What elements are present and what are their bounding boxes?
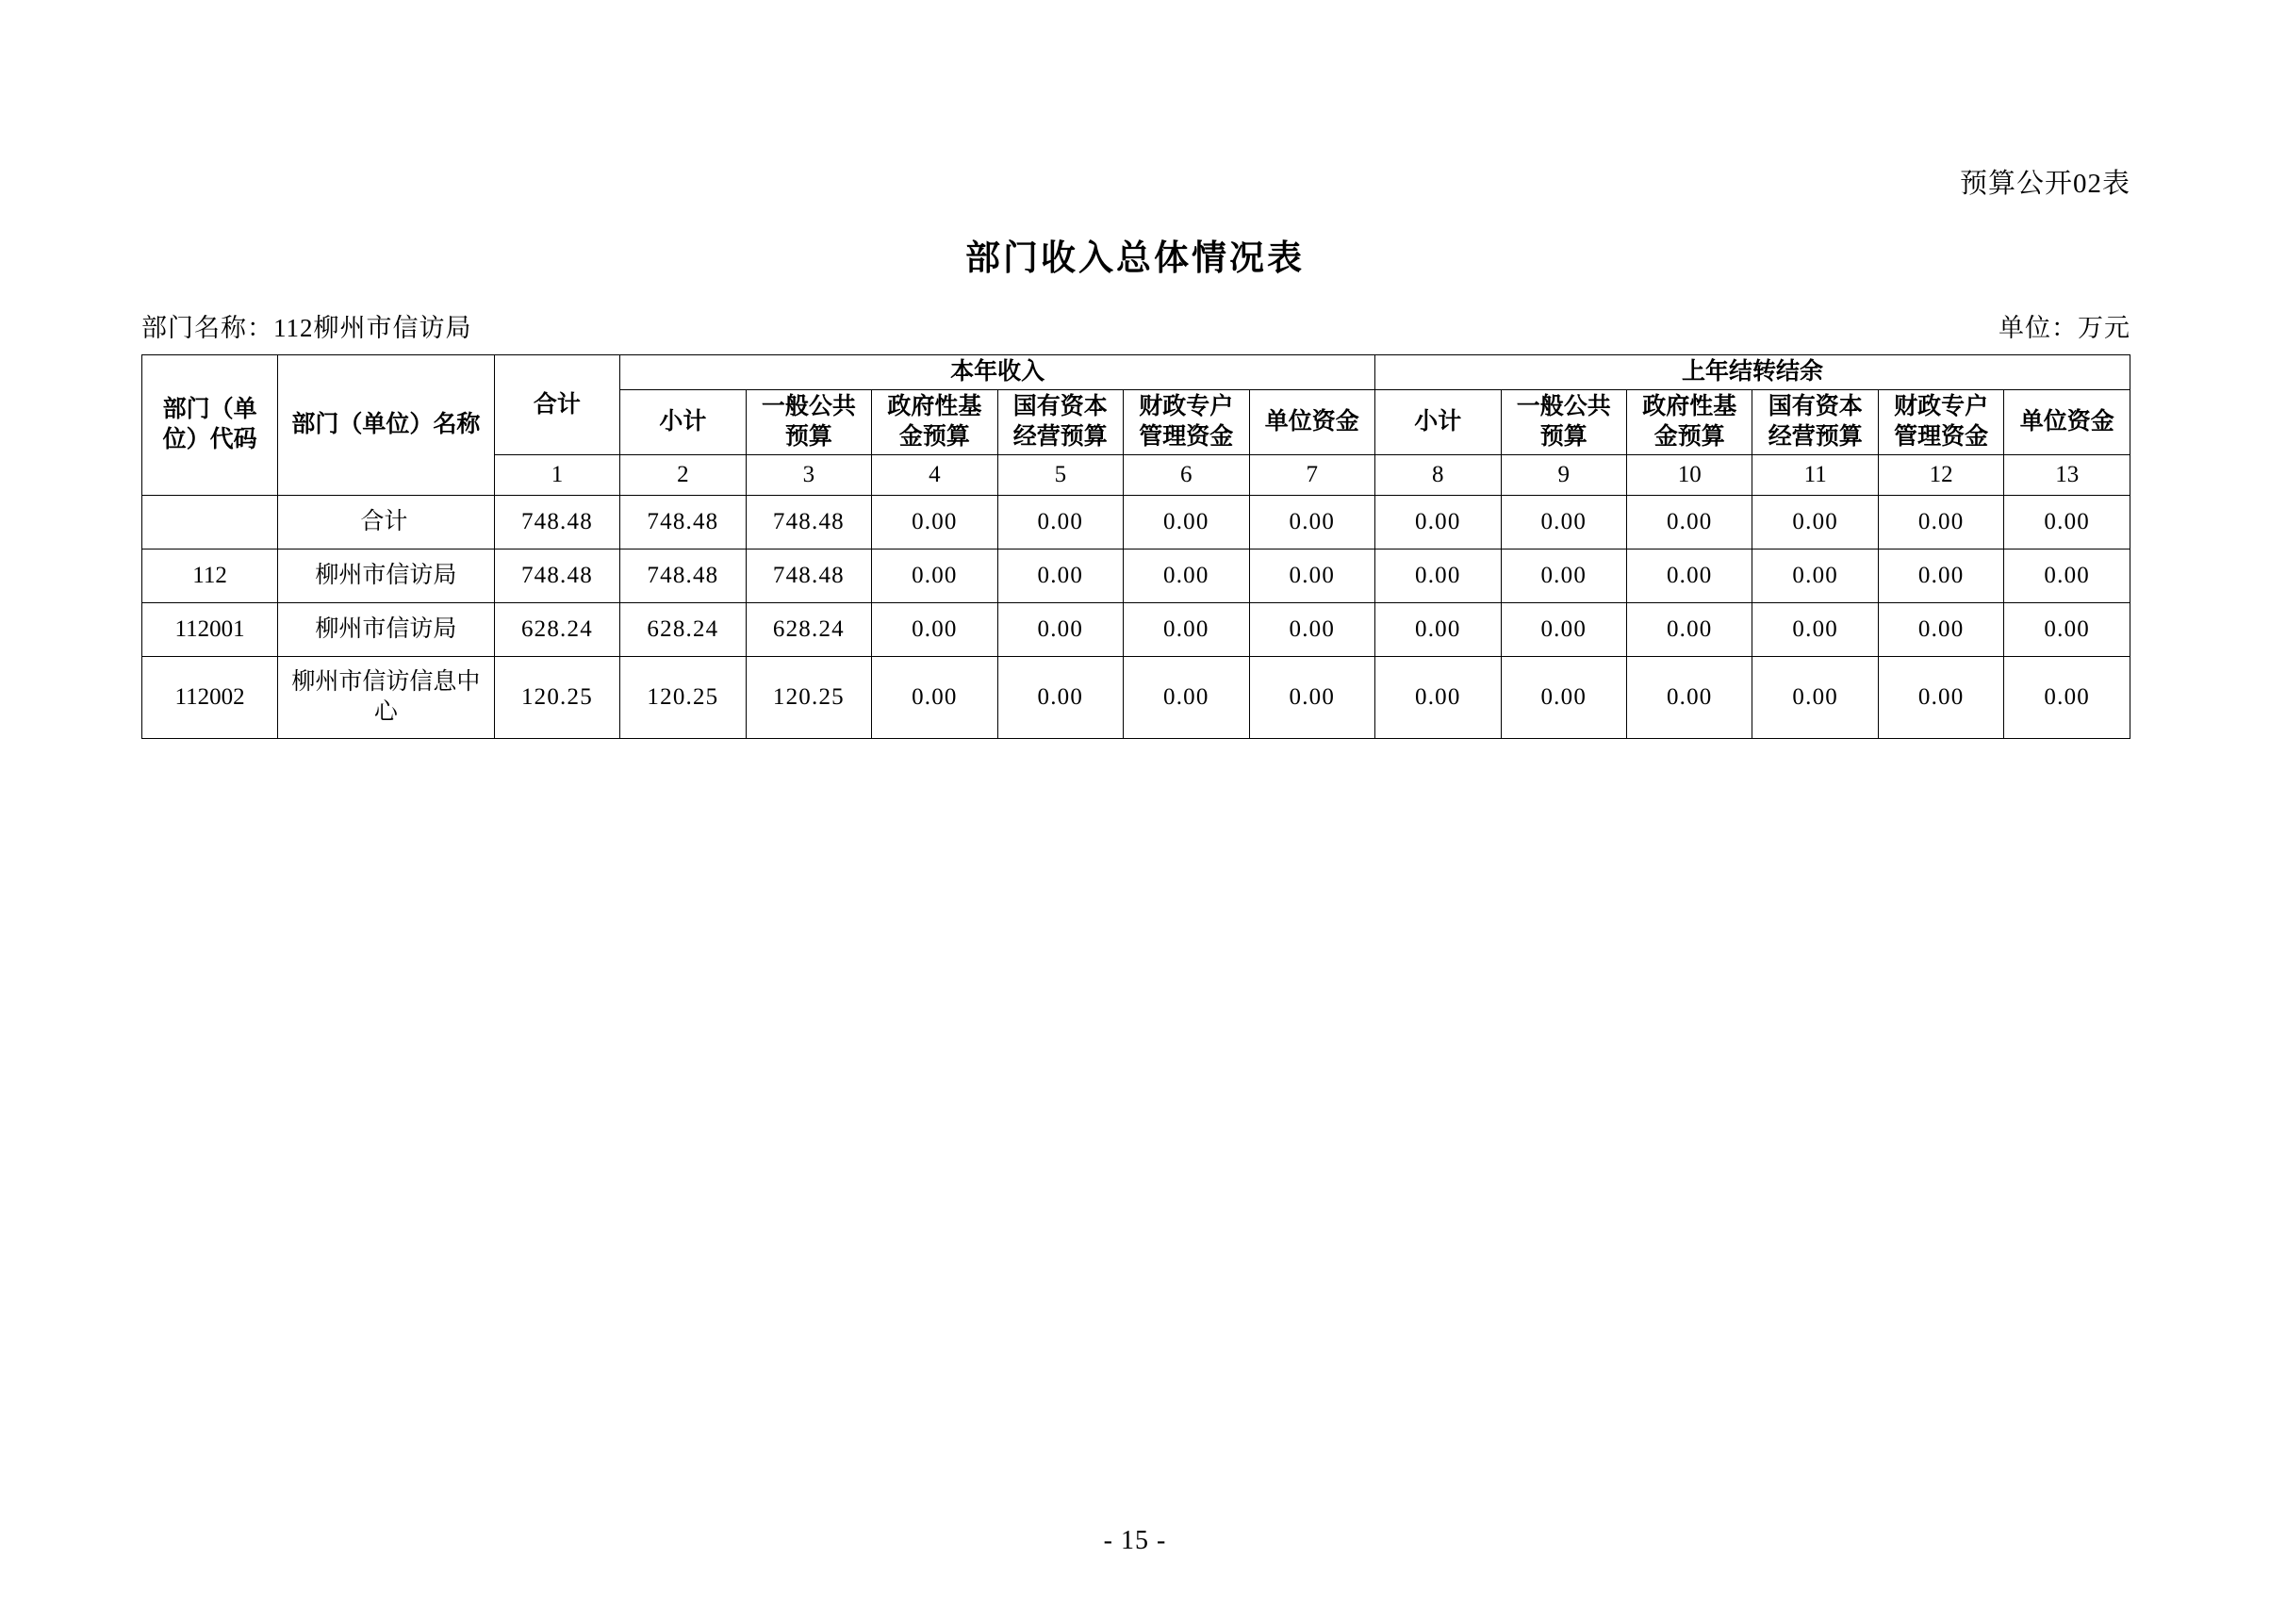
cell-co-state-capital: 0.00 (1752, 603, 1878, 657)
col-header-total: 合计 (494, 355, 619, 455)
cell-cy-general-public: 628.24 (746, 603, 871, 657)
index-9: 9 (1501, 455, 1626, 496)
meta-row (141, 307, 2130, 341)
col-header-co-gov-fund: 政府性基金预算 (1627, 390, 1752, 455)
index-10: 10 (1627, 455, 1752, 496)
cell-cy-fiscal-special: 0.00 (1124, 657, 1249, 739)
cell-cy-unit-funds: 0.00 (1249, 603, 1375, 657)
cell-total: 120.25 (494, 657, 619, 739)
cell-total: 748.48 (494, 550, 619, 603)
cell-cy-state-capital: 0.00 (997, 550, 1123, 603)
col-header-cy-state-capital: 国有资本经营预算 (997, 390, 1123, 455)
col-header-dept-code: 部门（单位）代码 (142, 355, 278, 496)
cell-co-fiscal-special: 0.00 (1878, 657, 2003, 739)
cell-co-general-public: 0.00 (1501, 657, 1626, 739)
index-8: 8 (1375, 455, 1501, 496)
cell-total: 748.48 (494, 496, 619, 550)
cell-co-fiscal-special: 0.00 (1878, 550, 2003, 603)
budget-income-table (141, 354, 2130, 739)
cell-co-state-capital: 0.00 (1752, 496, 1878, 550)
col-header-cy-general-public: 一般公共预算 (746, 390, 871, 455)
page-number: - 15 - (1103, 1526, 1167, 1555)
cell-dept-name: 柳州市信访局 (278, 603, 495, 657)
cell-dept-name: 柳州市信访局 (278, 550, 495, 603)
table-row (142, 657, 2130, 739)
cell-co-state-capital: 0.00 (1752, 657, 1878, 739)
department-label (141, 307, 472, 344)
table-row (142, 496, 2130, 550)
cell-cy-subtotal: 120.25 (620, 657, 746, 739)
index-6: 6 (1124, 455, 1249, 496)
index-3: 3 (746, 455, 871, 496)
index-5: 5 (997, 455, 1123, 496)
cell-dept-name: 合计 (278, 496, 495, 550)
cell-dept-code: 112002 (142, 657, 278, 739)
cell-cy-unit-funds: 0.00 (1249, 496, 1375, 550)
cell-cy-gov-fund: 0.00 (872, 603, 997, 657)
cell-co-general-public: 0.00 (1501, 496, 1626, 550)
index-7: 7 (1249, 455, 1375, 496)
cell-co-subtotal: 0.00 (1375, 496, 1501, 550)
form-tag: 预算公开02表 (1959, 169, 2130, 199)
index-12: 12 (1878, 455, 2003, 496)
cell-co-fiscal-special: 0.00 (1878, 603, 2003, 657)
cell-co-gov-fund: 0.00 (1627, 496, 1752, 550)
cell-co-unit-funds: 0.00 (2004, 603, 2130, 657)
cell-co-unit-funds: 0.00 (2004, 550, 2130, 603)
col-header-co-fiscal-special: 财政专户管理资金 (1878, 390, 2003, 455)
cell-cy-general-public: 748.48 (746, 550, 871, 603)
unit-label: 单位：万元 (1999, 314, 2130, 342)
cell-cy-unit-funds: 0.00 (1249, 550, 1375, 603)
cell-co-subtotal: 0.00 (1375, 657, 1501, 739)
cell-cy-gov-fund: 0.00 (872, 550, 997, 603)
cell-cy-subtotal: 748.48 (620, 496, 746, 550)
index-13: 13 (2004, 455, 2130, 496)
col-header-co-state-capital: 国有资本经营预算 (1752, 390, 1878, 455)
cell-cy-general-public: 748.48 (746, 496, 871, 550)
cell-cy-state-capital: 0.00 (997, 496, 1123, 550)
col-header-cy-fiscal-special: 财政专户管理资金 (1124, 390, 1249, 455)
cell-co-fiscal-special: 0.00 (1878, 496, 2003, 550)
cell-co-gov-fund: 0.00 (1627, 603, 1752, 657)
cell-cy-fiscal-special: 0.00 (1124, 603, 1249, 657)
cell-cy-gov-fund: 0.00 (872, 496, 997, 550)
cell-cy-fiscal-special: 0.00 (1124, 496, 1249, 550)
col-header-cy-gov-fund: 政府性基金预算 (872, 390, 997, 455)
cell-cy-fiscal-special: 0.00 (1124, 550, 1249, 603)
cell-co-general-public: 0.00 (1501, 603, 1626, 657)
col-header-cy-subtotal: 小计 (620, 390, 746, 455)
index-11: 11 (1752, 455, 1878, 496)
group-header-carryover: 上年结转结余 (1375, 355, 2130, 390)
cell-cy-subtotal: 628.24 (620, 603, 746, 657)
cell-cy-gov-fund: 0.00 (872, 657, 997, 739)
cell-dept-code: 112001 (142, 603, 278, 657)
cell-dept-name: 柳州市信访信息中心 (278, 657, 495, 739)
cell-cy-general-public: 120.25 (746, 657, 871, 739)
page-title: 部门收入总体情况表 (965, 239, 1305, 278)
cell-co-gov-fund: 0.00 (1627, 657, 1752, 739)
table-row (142, 603, 2130, 657)
cell-co-unit-funds: 0.00 (2004, 657, 2130, 739)
index-4: 4 (872, 455, 997, 496)
col-header-dept-name: 部门（单位）名称 (278, 355, 495, 496)
table-header-row-1 (142, 355, 2130, 390)
col-header-co-general-public: 一般公共预算 (1501, 390, 1626, 455)
department-value: 112柳州市信访局 (273, 314, 472, 342)
cell-co-subtotal: 0.00 (1375, 550, 1501, 603)
department-label-text: 部门名称： (141, 314, 273, 342)
index-1: 1 (494, 455, 619, 496)
cell-total: 628.24 (494, 603, 619, 657)
cell-cy-state-capital: 0.00 (997, 657, 1123, 739)
cell-dept-code (142, 496, 278, 550)
group-header-current-year: 本年收入 (620, 355, 1375, 390)
col-header-co-subtotal: 小计 (1375, 390, 1501, 455)
cell-co-unit-funds: 0.00 (2004, 496, 2130, 550)
cell-co-gov-fund: 0.00 (1627, 550, 1752, 603)
cell-co-subtotal: 0.00 (1375, 603, 1501, 657)
cell-cy-subtotal: 748.48 (620, 550, 746, 603)
cell-cy-state-capital: 0.00 (997, 603, 1123, 657)
col-header-cy-unit-funds: 单位资金 (1249, 390, 1375, 455)
col-header-co-unit-funds: 单位资金 (2004, 390, 2130, 455)
table-row (142, 550, 2130, 603)
cell-co-general-public: 0.00 (1501, 550, 1626, 603)
cell-dept-code: 112 (142, 550, 278, 603)
cell-cy-unit-funds: 0.00 (1249, 657, 1375, 739)
index-2: 2 (620, 455, 746, 496)
cell-co-state-capital: 0.00 (1752, 550, 1878, 603)
